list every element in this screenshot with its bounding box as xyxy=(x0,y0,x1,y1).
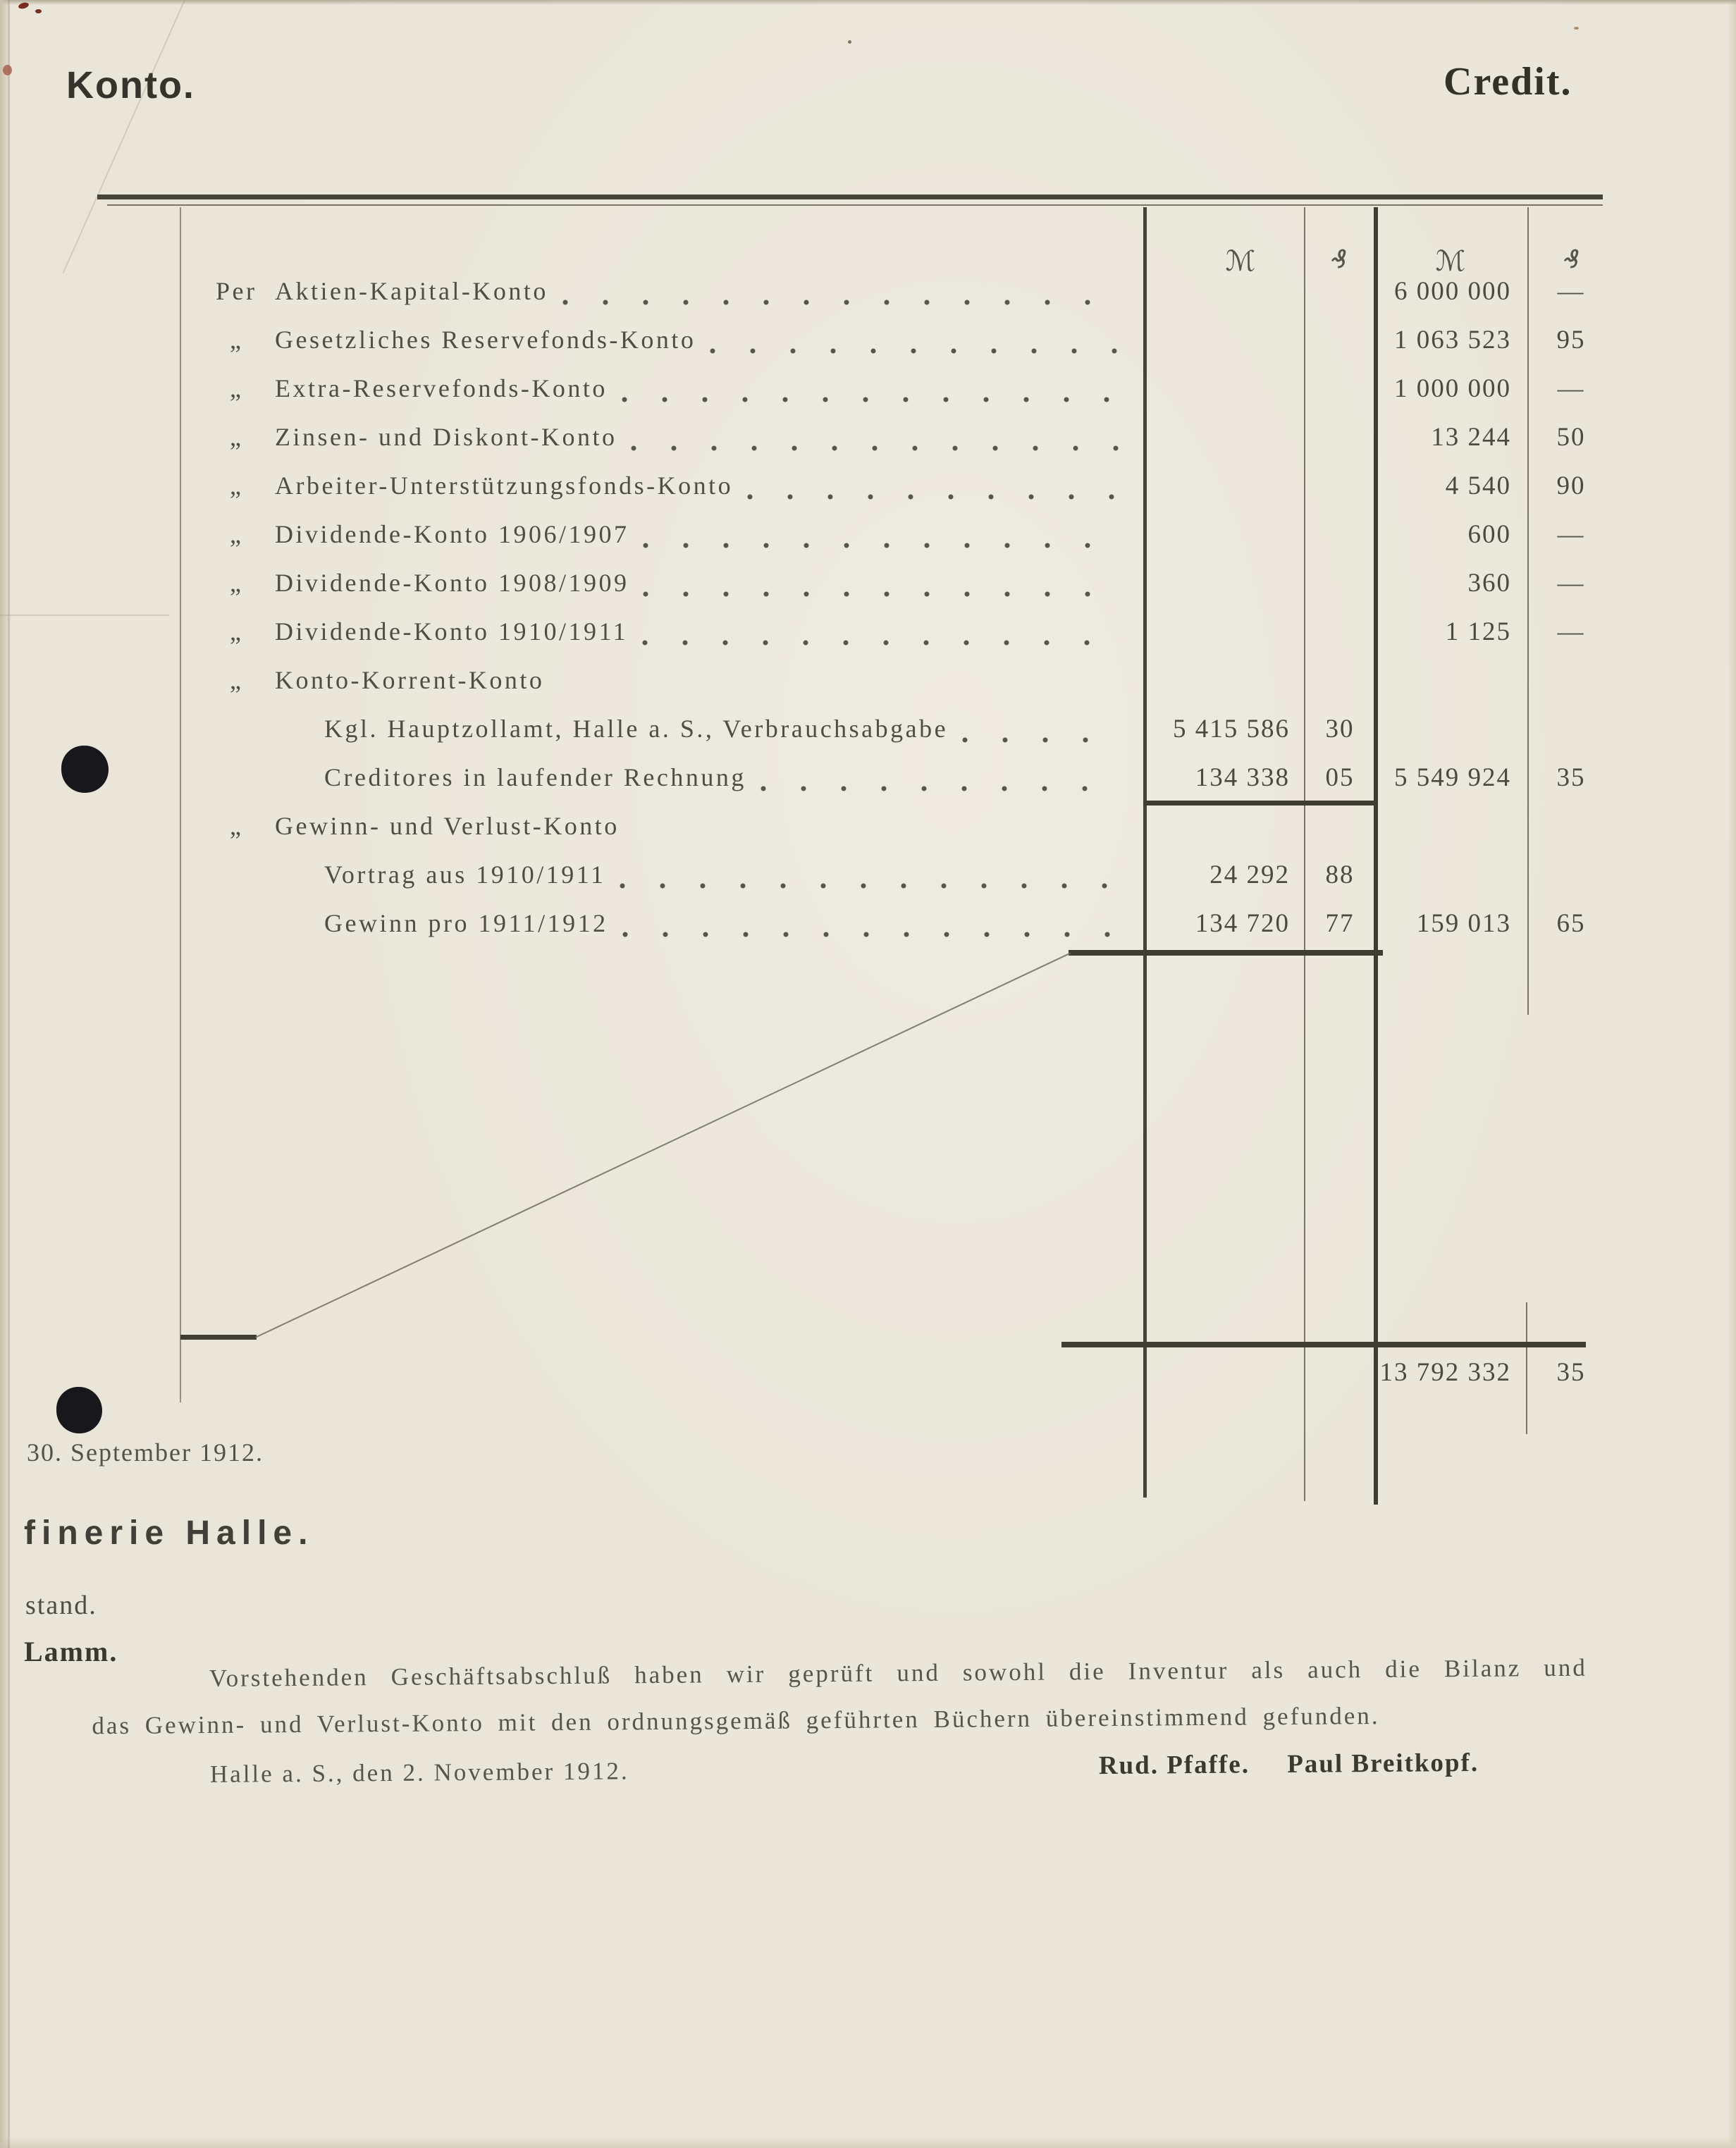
company-name-fragment: finerie Halle. xyxy=(24,1514,314,1552)
subcolumn-mark-header: ℳ xyxy=(1225,245,1256,278)
dot-leader xyxy=(643,542,1121,550)
row-prefix-ditto: „ xyxy=(230,666,244,694)
row-prefix-ditto: „ xyxy=(230,423,244,451)
main-amount-pfennig: — xyxy=(1557,374,1585,403)
subtotal-rule-1 xyxy=(1143,801,1376,806)
sub-amount-mark: 134 720 xyxy=(1195,909,1290,938)
account-label: Gesetzliches Reservefonds-Konto xyxy=(275,326,696,354)
table-row xyxy=(180,276,1142,313)
row-prefix-ditto: „ xyxy=(230,617,244,646)
main-amount-mark: 6 000 000 xyxy=(1394,277,1511,306)
subcolumn-pfennig-header: ₰ xyxy=(1331,245,1348,274)
subcolumn-divider-line xyxy=(1304,207,1305,1501)
grand-total-rule xyxy=(1061,1342,1586,1347)
table-row xyxy=(180,860,1142,896)
main-amount-mark: 600 xyxy=(1467,520,1511,549)
table-row xyxy=(180,471,1142,507)
signature-1: Rud. Pfaffe. xyxy=(1098,1750,1250,1781)
main-amount-pfennig: — xyxy=(1557,569,1585,598)
main-amount-mark: 1 063 523 xyxy=(1394,326,1511,354)
dot-leader xyxy=(643,591,1121,598)
closing-date: 30. September 1912. xyxy=(27,1438,264,1467)
attestation-text-line1: Vorstehenden Geschäftsabschluß haben wir geprüft und sowohl die Inventur als auch die Bilanz und xyxy=(209,1653,1587,1693)
table-row xyxy=(180,519,1142,556)
row-prefix-ditto: „ xyxy=(230,812,244,840)
table-row xyxy=(180,714,1142,751)
table-row xyxy=(180,568,1142,605)
table-row xyxy=(180,811,1142,848)
main-amount-pfennig: 95 xyxy=(1556,326,1586,354)
maincolumn-mark-header: ℳ xyxy=(1435,245,1466,278)
paper-crease-vertical xyxy=(8,0,10,2148)
table-row xyxy=(180,374,1142,410)
sub-amount-pfennig: 88 xyxy=(1325,860,1355,889)
main-amount-pfennig: — xyxy=(1557,617,1585,646)
main-amount-pfennig: 90 xyxy=(1556,471,1586,500)
account-label: Zinsen- und Diskont-Konto xyxy=(275,423,617,451)
grand-total-pfennig: 35 xyxy=(1556,1358,1586,1387)
dot-leader xyxy=(620,882,1121,890)
maincolumn-pfennig-header: ₰ xyxy=(1563,245,1580,274)
main-amount-mark: 159 013 xyxy=(1416,909,1511,938)
account-label: Creditores in laufender Rechnung xyxy=(324,763,746,791)
dot-leader xyxy=(622,396,1121,404)
page-title-left: Konto. xyxy=(66,64,195,106)
table-row xyxy=(180,422,1142,459)
sub-amount-pfennig: 05 xyxy=(1325,763,1355,792)
table-row xyxy=(180,325,1142,362)
stamp-line-stand: stand. xyxy=(25,1591,97,1620)
hole-punch-bottom xyxy=(56,1387,102,1433)
account-label: Gewinn pro 1911/1912 xyxy=(324,909,608,937)
main-amount-mark: 5 549 924 xyxy=(1394,763,1511,792)
main-amount-pfennig: 65 xyxy=(1556,909,1586,938)
main-amount-pfennig: 35 xyxy=(1556,763,1586,792)
maincolumn-divider-line-upper xyxy=(1527,207,1529,1015)
page-title-right: Credit. xyxy=(1443,60,1572,104)
table-row xyxy=(180,665,1142,702)
main-amount-pfennig: — xyxy=(1557,520,1585,549)
row-prefix-ditto: „ xyxy=(230,326,244,354)
sub-amount-pfennig: 77 xyxy=(1325,909,1355,938)
main-amount-pfennig: 50 xyxy=(1556,423,1586,452)
account-label: Gewinn- und Verlust-Konto xyxy=(275,812,620,840)
dot-leader xyxy=(562,299,1121,307)
dot-leader xyxy=(642,639,1121,647)
sub-amount-mark: 5 415 586 xyxy=(1173,715,1290,743)
account-label: Kgl. Hauptzollamt, Halle a. S., Verbrauchsabgabe xyxy=(324,715,949,743)
carry-dash xyxy=(180,1335,257,1340)
row-prefix-ditto: „ xyxy=(230,569,244,597)
row-prefix-ditto: „ xyxy=(230,374,244,402)
signature-2: Paul Breitkopf. xyxy=(1287,1748,1479,1779)
table-row xyxy=(180,908,1142,945)
row-prefix-ditto: „ xyxy=(230,471,244,500)
signatures xyxy=(1099,1748,1479,1781)
account-label: Arbeiter-Unterstützungsfonds-Konto xyxy=(275,471,734,500)
stamp-line-lamm: Lamm. xyxy=(24,1636,118,1667)
dot-leader xyxy=(631,445,1121,452)
table-row xyxy=(180,763,1142,799)
subtotal-rule-2 xyxy=(1069,950,1383,956)
paper-crease-horizontal xyxy=(0,615,169,616)
main-amount-mark: 4 540 xyxy=(1445,471,1511,500)
carry-diagonal-line xyxy=(255,953,1071,1338)
attestation-text-line2: das Gewinn- und Verlust-Konto mit den ordnungsgemäß geführten Büchern übereinstimmend gefunden. xyxy=(92,1701,1380,1740)
row-prefix-ditto: „ xyxy=(230,520,244,548)
attestation-place-date: Halle a. S., den 2. November 1912. xyxy=(209,1757,629,1789)
grand-total-mark: 13 792 332 xyxy=(1379,1358,1511,1387)
account-label: Extra-Reservefonds-Konto xyxy=(275,374,608,402)
account-label: Dividende-Konto 1906/1907 xyxy=(275,520,629,548)
sub-amount-pfennig: 30 xyxy=(1325,715,1355,743)
subcolumn-left-line xyxy=(1143,207,1147,1498)
main-amount-mark: 13 244 xyxy=(1431,423,1511,452)
account-label: Vortrag aus 1910/1911 xyxy=(324,860,606,889)
maincolumn-divider-line-lower xyxy=(1526,1302,1527,1434)
main-amount-mark: 1 125 xyxy=(1445,617,1511,646)
sub-amount-mark: 134 338 xyxy=(1195,763,1290,792)
dot-leader xyxy=(962,736,1121,744)
account-label: Dividende-Konto 1910/1911 xyxy=(275,617,629,646)
dot-leader xyxy=(761,785,1121,793)
sub-amount-mark: 24 292 xyxy=(1209,860,1290,889)
account-label: Konto-Korrent-Konto xyxy=(275,666,545,694)
dot-leader xyxy=(747,493,1121,501)
dot-leader xyxy=(710,347,1121,355)
row-prefix-per: Per xyxy=(216,277,257,305)
table-row xyxy=(180,617,1142,653)
main-amount-pfennig: — xyxy=(1557,277,1585,306)
account-label: Dividende-Konto 1908/1909 xyxy=(275,569,629,597)
hole-punch-top xyxy=(61,746,109,793)
main-amount-mark: 360 xyxy=(1467,569,1511,598)
account-label: Aktien-Kapital-Konto xyxy=(275,277,548,305)
main-amount-mark: 1 000 000 xyxy=(1394,374,1511,403)
dot-leader xyxy=(622,931,1121,939)
